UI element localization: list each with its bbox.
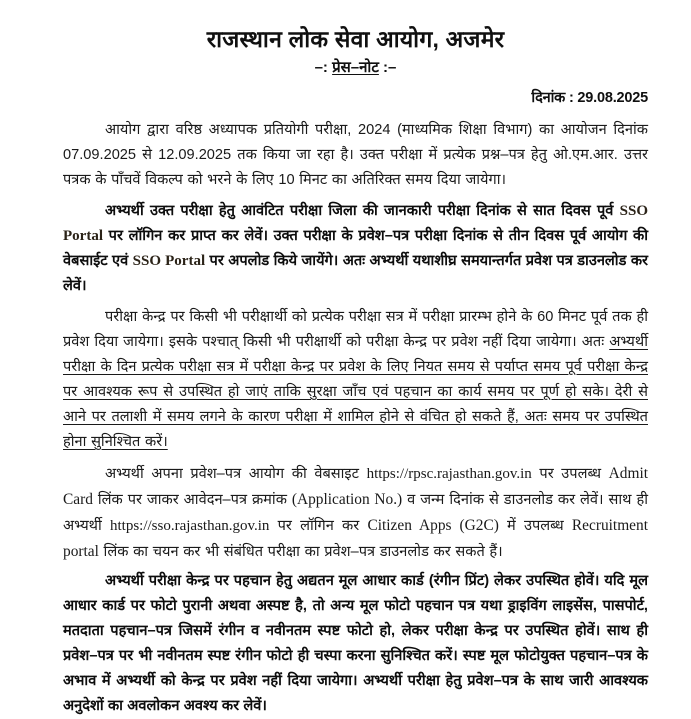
paragraph-5-text: अभ्यर्थी परीक्षा केन्द्र पर पहचान हेतु अद्यतन मूल आधार कार्ड (रंगीन प्रिंट) लेकर उपस्थित होवें। यदि मूल आधार कार्ड पर फोटो पुरानी अथवा अस्पष्ट है, तो अन्य मूल फोटो पहचान पत्र यथा ड्राइविंग लाइसेंस, पासपोर्ट, मतदाता पहचान–पत्र जिसमें रंगीन व नवीनतम स्पष्ट फोटो हो, लेकर परीक्षा केन्द्र पर उपस्थित होवें। साथ ही प्रवेश–पत्र पर भी नवीनतम स्पष्ट रंगीन फोटो ही चस्पा करना सुनिश्चित करें। स्पष्ट मूल फोटोयुक्त पहचान–पत्र के अभाव में अभ्यर्थी को केन्द्र पर प्रवेश नहीं दिया जायेगा। अभ्यर्थी परीक्षा हेतु प्रवेश–पत्र के साथ जारी आवश्यक अनुदेशों का अवलोकन अवश्य कर लेवें।	[63, 573, 648, 714]
sso-website-url: https://sso.rajasthan.gov.in	[110, 518, 270, 534]
paragraph-4-segment-7: लिंक का चयन कर भी संबंधित परीक्षा का प्रवेश–पत्र डाउनलोड कर सकते हैं।	[98, 544, 503, 560]
paragraph-4-segment-6: में उपलब्ध	[498, 518, 572, 534]
paragraph-4-segment-1: अभ्यर्थी अपना प्रवेश–पत्र आयोग की वेबसाइट	[105, 466, 367, 482]
paragraph-1	[63, 118, 648, 193]
paragraph-2-segment-2: पर लॉगिन कर प्राप्त कर लेवें। उक्त परीक्षा के प्रवेश–पत्र परीक्षा दिनांक से तीन दिवस पूर्व आयोग की वेबसाईट एवं	[63, 228, 648, 269]
paragraph-5	[63, 569, 648, 719]
paragraph-3	[63, 305, 648, 455]
date-line	[63, 79, 648, 108]
citizen-apps-label: Citizen Apps (G2C)	[367, 517, 499, 534]
recruitment-portal-label: Recruitment portal	[63, 517, 648, 560]
paragraph-2-segment-3: पर अपलोड किये जायेंगे। अतः अभ्यर्थी यथाशीघ्र समयान्तर्गत प्रवेश पत्र डाउनलोड कर लेवें।	[63, 253, 649, 294]
paragraph-4-segment-5: पर लॉगिन कर	[269, 518, 368, 534]
paragraph-4-segment-4: व जन्म दिनांक से डाउनलोड कर लेवें। साथ ही अभ्यर्थी	[63, 492, 648, 534]
paragraph-4-segment-2: पर उपलब्ध	[531, 466, 609, 482]
paragraph-4	[63, 461, 648, 565]
date-label: दिनांक :	[531, 90, 578, 106]
date-value: 29.08.2025	[577, 90, 648, 106]
admit-card-link-label: Admit Card	[63, 465, 648, 508]
rpsc-website-url: https://rpsc.rajasthan.gov.in	[366, 466, 532, 482]
paragraph-3-underlined-text: अभ्यर्थी परीक्षा के दिन प्रत्येक परीक्षा सत्र में परीक्षा केन्द्र पर प्रवेश के लिए नियत समय से पर्याप्त समय पूर्व परीक्षा केन्द्र पर आवश्यक रूप से उपस्थित हो जाएं ताकि सुरक्षा जाँच एवं पहचान का कार्य समय पर पूर्ण हो सके। देरी से आने पर तलाशी में समय लगने के कारण परीक्षा में शामिल होने से वंचित हो सकते हैं, अतः समय पर उपस्थित होना सुनिश्चित करें।	[63, 334, 648, 450]
subtitle-suffix-dash: :–	[378, 59, 397, 76]
sso-portal-reference-2: SSO Portal	[132, 253, 206, 269]
sso-portal-reference-1: SSO Portal	[63, 203, 648, 244]
subtitle-label: प्रेस–नोट	[332, 59, 379, 76]
document-body	[63, 108, 648, 719]
paragraph-3-segment-1: परीक्षा केन्द्र पर किसी भी परीक्षार्थी को प्रत्येक परीक्षा सत्र में परीक्षा प्रारम्भ होने के 60 मिनट पूर्व तक ही प्रवेश दिया जायेगा। इसके पश्चात् किसी भी परीक्षार्थी को परीक्षा केन्द्र पर प्रवेश नहीं दिया जायेगा। अतः	[63, 309, 648, 350]
paragraph-1-text: आयोग द्वारा वरिष्ठ अध्यापक प्रतियोगी परीक्षा, 2024 (माध्यमिक शिक्षा विभाग) का आयोजन दिनांक 07.09.2025 से 12.09.2025 तक किया जा रहा है। उक्त परीक्षा में प्रत्येक प्रश्न–पत्र हेतु ओ.एम.आर. उत्तर पत्रक के पाँचवें विकल्प को भरने के लिए 10 मिनट का अतिरिक्त समय दिया जायेगा।	[63, 122, 648, 188]
press-note-subtitle	[63, 54, 648, 79]
paragraph-2	[63, 199, 648, 299]
application-no-label: (Application No.)	[291, 491, 403, 508]
page-title: राजस्थान लोक सेवा आयोग, अजमेर	[206, 26, 505, 52]
paragraph-2-segment-1: अभ्यर्थी उक्त परीक्षा हेतु आवंटित परीक्षा जिला की जानकारी परीक्षा दिनांक से सात दिवस पूर्व	[105, 203, 620, 219]
paragraph-4-segment-3: लिंक पर जाकर आवेदन–पत्र क्रमांक	[92, 492, 292, 508]
subtitle-prefix-dash: –:	[314, 59, 333, 76]
